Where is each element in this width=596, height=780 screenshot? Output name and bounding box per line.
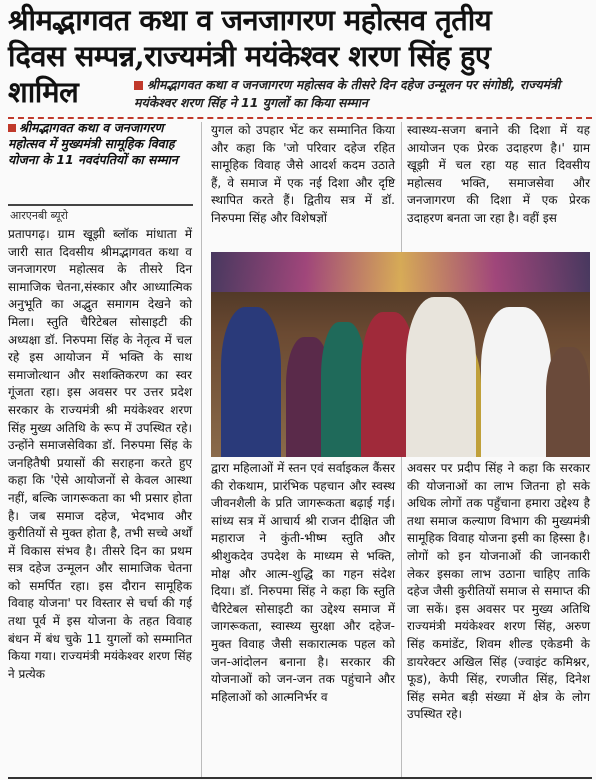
person-figure [406, 297, 476, 457]
person-figure [321, 322, 366, 457]
headline-line1: श्रीमद्भागवत कथा व जनजागरण महोत्सव तृतीय [8, 3, 492, 37]
side-heading-rule [8, 204, 193, 206]
article-column-1: प्रतापगढ़। ग्राम खूझी ब्लॉक मांधाता में जारी सात दिवसीय श्रीमद्भागवत कथा व जनजागरण महोत्सव के तीसरे दिन सामाजिक चेतना,संस्कार और आध्यात्मिक अनुभूति का अद्भुत समागम देखने को मिला। स्तुति चैरिटेबल सोसाइटी की अध्यक्षा डॉ. निरुपमा सिंह के नेतृत्व में चल रहे इस आयोजन में भक्ति के साथ समाजोत्थान और सशक्तिकरण का स्वर गूंजता रहा। इस अवसर पर उत्तर प्रदेश सरकार के राज्यमंत्री श्री मयंकेश्वर शरण सिंह मुख्य अतिथि के रूप में उपस्थित रहे। उन्होंने समाजसेविका डॉ. निरुपमा सिंह के जनहितैषी प्रयासों की सराहना करते हुए कहा कि 'ऐसे आयोजनों से केवल आस्था नहीं, बल्कि जागरूकता का भी प्रसार होता है। जब समाज दहेज, भेदभाव और कुरीतियों से मुक्त होता है, तभी सच्चे अर्थों में विकास संभव है। तीसरे दिन का प्रथम सत्र दहेज उन्मूलन और सामाजिक चेतना को समर्पित रहा। इस दौरान सामूहिक विवाह योजना' पर विस्तार से चर्चा की गई तथा पूर्व में इस योजना के तहत विवाह बंधन में बंध चुके 11 युगलों को सम्मानित किया गया। राज्यमंत्री मयंकेश्वर शरण सिंह ने प्रत्येक [8, 227, 192, 681]
subheadline: श्रीमद्भागवत कथा व जनजागरण महोत्सव के तीसरे दिन दहेज उन्मूलन पर संगोष्ठी, राज्यमंत्री मयंकेश्वर शरण सिंह ने 11 युगलों का किया सम्मान [134, 77, 561, 110]
article-column-3-top: स्वास्थ्य-सजग बनाने की दिशा में यह आयोजन एक प्रेरक उदाहरण है।' ग्राम खूझी में चल रहा यह सात दिवसीय महोत्सव भक्ति, समाजसेवा और जनजागरण की दिशा में एक प्रेरक उदाहरण बनता जा रहा है। वहीं इस [407, 123, 590, 225]
event-photo [211, 252, 590, 457]
person-figure [546, 347, 590, 457]
side-heading-box [8, 120, 193, 168]
bottom-rule [8, 777, 592, 779]
headline-line2: दिवस सम्पन्न,राज्यमंत्री मयंकेश्वर शरण सिंह हुए [8, 39, 491, 73]
column-divider [201, 122, 202, 777]
bullet-square-icon [134, 81, 143, 90]
bullet-square-icon [8, 124, 16, 132]
article-column-2-bottom: द्वारा महिलाओं में स्तन एवं सर्वाइकल कैंसर की रोकथाम, प्रारंभिक पहचान और स्वस्थ जीवनशैली के प्रति जागरूकता बढ़ाई गई। सांध्य सत्र में आचार्य श्री राजन दीक्षित जी महाराज ने कुंती-भीष्म स्तुति और श्रीशुकदेव उपदेश के माध्यम से भक्ति, मोक्ष और आत्म-शुद्धि का गहन संदेश दिया। डॉ. निरुपमा सिंह ने कहा कि स्तुति चैरिटेबल सोसाइटी का उद्देश्य समाज में जागरूकता, स्वास्थ्य सुरक्षा और दहेज-मुक्त विवाह जैसी सकारात्मक पहल को जन-आंदोलन बनाना है। सरकार की योजनाओं को जन-जन तक पहुंचाने और महिलाओं को आत्मनिर्भर व [211, 461, 395, 704]
byline: आरएनबी ब्यूरो [10, 209, 68, 222]
dashed-divider [8, 117, 592, 119]
article-column-3-bottom: अवसर पर प्रदीप सिंह ने कहा कि सरकार की योजनाओं का लाभ जितना हो सके अधिक लोगों तक पहुँचाना हमारा उद्देश्य है तथा समाज कल्याण विभाग की मुख्यमंत्री सामूहिक विवाह योजना इसी का हिस्सा है। लोगों को इन योजनाओं की जानकारी लेकर इसका लाभ उठाना चाहिए ताकि दहेज जैसी कुरीतियों समाज से समाप्त की जा सकें। इस अवसर पर मुख्य अतिथि राज्यमंत्री मयंकेश्वर शरण सिंह, अरुण सिंह कमांडेंट, शिवम शील्ड एकेडमी के डायरेक्टर अखिल सिंह (ज्वाइंट कमिश्नर, फूड), केपी सिंह, रणजीत सिंह, दिनेश सिंह समेत बड़ी संख्या में क्षेत्र के लोग उपस्थित रहे। [407, 461, 590, 722]
headline-line3: शामिल [8, 75, 79, 109]
article-column-2-top: युगल को उपहार भेंट कर सम्मानित किया और कहा कि 'जो परिवार दहेज रहित सामूहिक विवाह जैसे आदर्श कदम उठाते हैं, वे समाज में एक नई दिशा और दृष्टि स्थापित करते हैं। द्वितीय सत्र में डॉ. निरुपमा सिंह और विशेषज्ञों [211, 123, 395, 225]
person-figure [481, 307, 551, 457]
side-heading: श्रीमद्भागवत कथा व जनजागरण महोत्सव में मुख्यमंत्री सामूहिक विवाह योजना के 11 नवदंपतियों का सम्मान [8, 120, 178, 167]
subheadline-box [134, 76, 590, 116]
person-figure [221, 307, 281, 457]
stage-banner [211, 252, 590, 292]
